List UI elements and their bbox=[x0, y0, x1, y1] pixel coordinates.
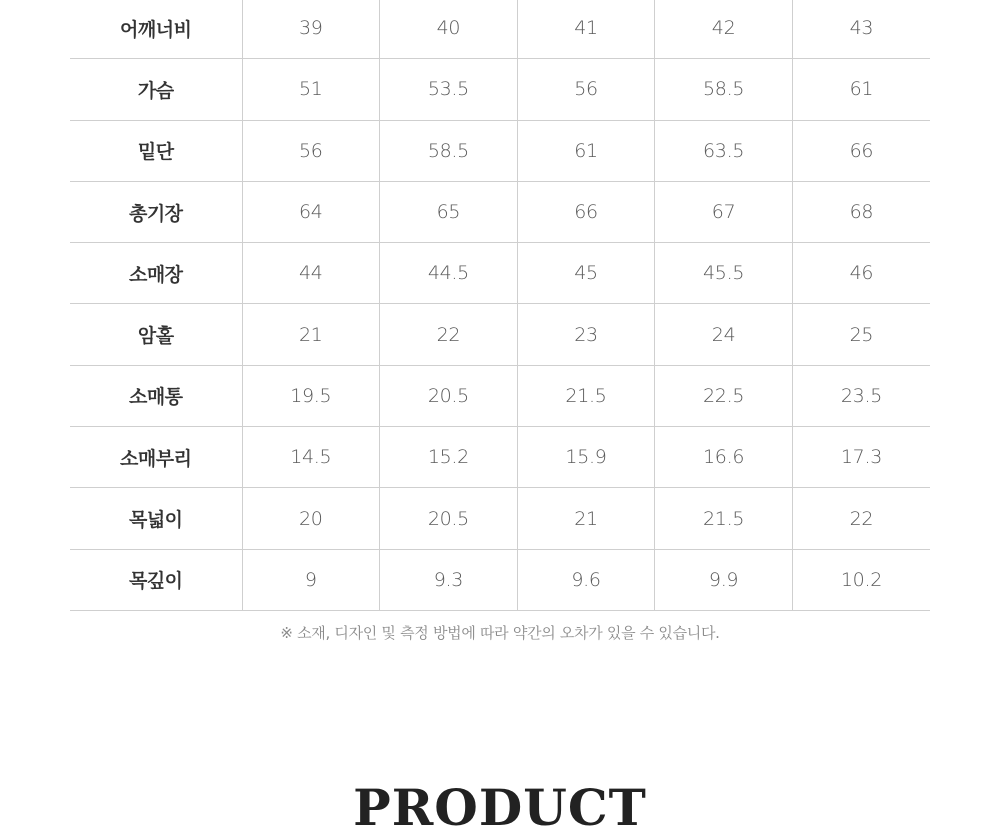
table-cell: 67 bbox=[655, 181, 793, 242]
table-cell: 68 bbox=[792, 181, 930, 242]
table-row bbox=[70, 243, 930, 304]
table-cell: 21.5 bbox=[517, 365, 655, 426]
table-cell: 10.2 bbox=[792, 549, 930, 610]
table-cell: 9.9 bbox=[655, 549, 793, 610]
table-cell: 21 bbox=[242, 304, 380, 365]
row-label-sleeve-length: 소매장 bbox=[70, 243, 242, 304]
table-cell: 9 bbox=[242, 549, 380, 610]
table-cell: 22 bbox=[380, 304, 518, 365]
table-row bbox=[70, 304, 930, 365]
measurement-note: ※ 소재, 디자인 및 측정 방법에 따라 약간의 오차가 있을 수 있습니다. bbox=[280, 624, 720, 642]
table-row bbox=[70, 488, 930, 549]
table-cell: 41 bbox=[517, 0, 655, 59]
table-row bbox=[70, 427, 930, 488]
row-label-total-length: 총기장 bbox=[70, 181, 242, 242]
table-cell: 20 bbox=[242, 488, 380, 549]
table-cell: 21 bbox=[517, 488, 655, 549]
table-cell: 22 bbox=[792, 488, 930, 549]
table-cell: 43 bbox=[792, 0, 930, 59]
table-cell: 45.5 bbox=[655, 243, 793, 304]
table-row bbox=[70, 365, 930, 426]
row-label-neck-depth: 목깊이 bbox=[70, 549, 242, 610]
table-row bbox=[70, 181, 930, 242]
table-cell: 16.6 bbox=[655, 427, 793, 488]
table-cell: 23.5 bbox=[792, 365, 930, 426]
table-row bbox=[70, 0, 930, 59]
table-cell: 17.3 bbox=[792, 427, 930, 488]
table-cell: 19.5 bbox=[242, 365, 380, 426]
row-label-shoulder-width: 어깨너비 bbox=[70, 0, 242, 59]
table-cell: 56 bbox=[242, 120, 380, 181]
row-label-chest: 가슴 bbox=[70, 59, 242, 120]
table-cell: 45 bbox=[517, 243, 655, 304]
table-cell: 58.5 bbox=[380, 120, 518, 181]
table-cell: 44 bbox=[242, 243, 380, 304]
table-cell: 15.2 bbox=[380, 427, 518, 488]
table-cell: 66 bbox=[792, 120, 930, 181]
table-cell: 65 bbox=[380, 181, 518, 242]
table-cell: 66 bbox=[517, 181, 655, 242]
table-cell: 24 bbox=[655, 304, 793, 365]
table-cell: 25 bbox=[792, 304, 930, 365]
table-cell: 39 bbox=[242, 0, 380, 59]
table-cell: 23 bbox=[517, 304, 655, 365]
table-cell: 15.9 bbox=[517, 427, 655, 488]
table-cell: 22.5 bbox=[655, 365, 793, 426]
row-label-armhole: 암홀 bbox=[70, 304, 242, 365]
table-cell: 9.6 bbox=[517, 549, 655, 610]
table-cell: 44.5 bbox=[380, 243, 518, 304]
table-cell: 63.5 bbox=[655, 120, 793, 181]
table-cell: 56 bbox=[517, 59, 655, 120]
row-label-sleeve-width: 소매통 bbox=[70, 365, 242, 426]
table-cell: 9.3 bbox=[380, 549, 518, 610]
table-cell: 40 bbox=[380, 0, 518, 59]
table-cell: 53.5 bbox=[380, 59, 518, 120]
table-cell: 51 bbox=[242, 59, 380, 120]
row-label-neck-width: 목넓이 bbox=[70, 488, 242, 549]
table-cell: 14.5 bbox=[242, 427, 380, 488]
table-cell: 64 bbox=[242, 181, 380, 242]
row-label-cuff: 소매부리 bbox=[70, 427, 242, 488]
table-row bbox=[70, 59, 930, 120]
table-cell: 20.5 bbox=[380, 488, 518, 549]
table-cell: 42 bbox=[655, 0, 793, 59]
table-cell: 61 bbox=[517, 120, 655, 181]
section-heading: PRODUCT bbox=[353, 778, 647, 837]
table-cell: 46 bbox=[792, 243, 930, 304]
size-table bbox=[70, 0, 930, 611]
table-row bbox=[70, 549, 930, 610]
table-row bbox=[70, 120, 930, 181]
table-cell: 58.5 bbox=[655, 59, 793, 120]
table-cell: 61 bbox=[792, 59, 930, 120]
row-label-hem: 밑단 bbox=[70, 120, 242, 181]
table-cell: 20.5 bbox=[380, 365, 518, 426]
table-cell: 21.5 bbox=[655, 488, 793, 549]
